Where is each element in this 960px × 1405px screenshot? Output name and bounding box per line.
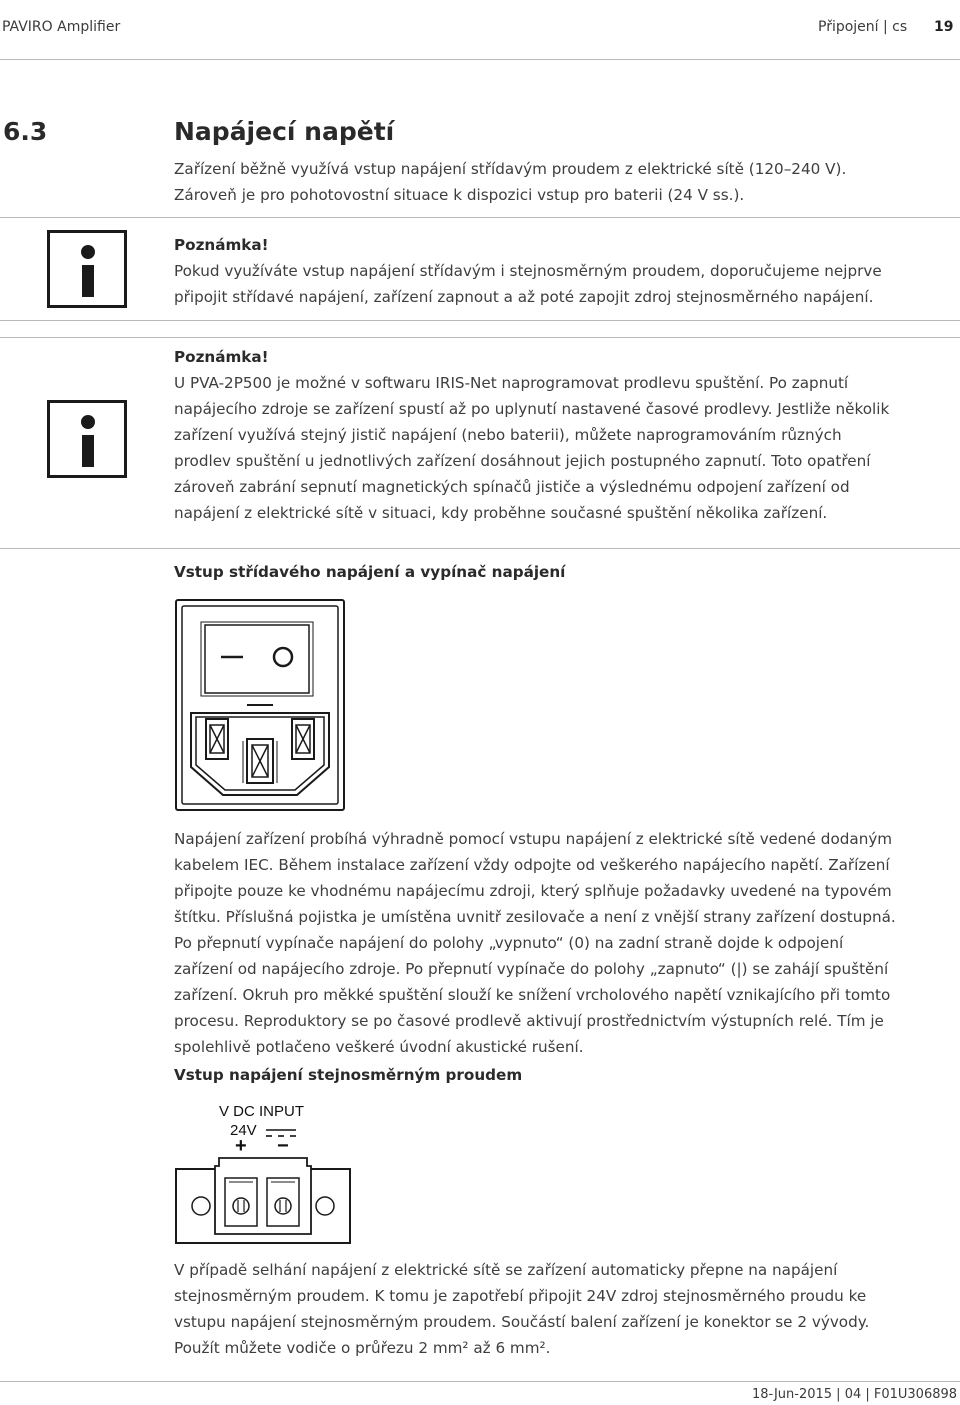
intro-line: Zároveň je pro pohotovostní situace k dispozici vstup pro baterii (24 V ss.). <box>174 186 745 204</box>
dc-heading: Vstup napájení stejnosměrným proudem <box>174 1066 523 1084</box>
footer-code: 18-Jun-2015 | 04 | F01U306898 <box>752 1387 958 1402</box>
dc-paragraph <box>174 1257 954 1361</box>
dc-label: V DC INPUT <box>219 1103 305 1120</box>
info-icon-bar <box>82 265 94 297</box>
ac-line: štítku. Příslušná pojistka je umístěna uvnitř zesilovače a není z vnější strany zařízení dostupná. <box>174 908 896 926</box>
ac-line: Napájení zařízení probíhá výhradně pomocí vstupu napájení z elektrické sítě vedené dodaným <box>174 830 893 848</box>
note2-top-rule <box>0 337 960 338</box>
dc-line: vstupu napájení stejnosměrným proudem. Součástí balení zařízení je konektor se 2 vývody. <box>174 1313 870 1331</box>
intro-line: Zařízení běžně využívá vstup napájení střídavým proudem z elektrické sítě (120–240 V). <box>174 160 847 178</box>
terminal-block <box>215 1158 311 1234</box>
intro-paragraph <box>174 156 954 208</box>
header-section: Připojení | cs <box>818 19 908 35</box>
note2-line: U PVA-2P500 je možné v softwaru IRIS-Net naprogramovat prodlevu spuštění. Po zapnutí <box>174 374 849 392</box>
note2-line: napájecího zdroje se zařízení spustí až po uplynutí nastavené časové prodlevy. Jestliže několik <box>174 400 890 418</box>
dc-line: Použít můžete vodiče o průřezu 2 mm² až 6 mm². <box>174 1339 551 1357</box>
info-icon-dot <box>81 245 95 259</box>
note2-line: prodlev spuštění u jednotlivých zařízení dosáhnout jejich postupného zapnutí. Toto opatření <box>174 452 871 470</box>
note1-line: připojit střídavé napájení, zařízení zapnout a až poté zapojit zdroj stejnosměrného napájení. <box>174 288 874 306</box>
dc-input-illustration <box>175 1122 351 1244</box>
info-icon <box>47 230 127 308</box>
note2-title: Poznámka! <box>174 348 269 366</box>
ac-line: procesu. Reproduktory se po časové prodlevě aktivují prostřednictvím výstupních relé. Tím je <box>174 1012 884 1030</box>
ac-input-illustration <box>175 599 345 811</box>
note1-top-rule <box>0 217 960 218</box>
ac-line: spolehlivě potlačeno veškeré úvodní akustické rušení. <box>174 1038 584 1056</box>
note1-bottom-rule <box>0 320 960 321</box>
ac-line: zařízení od napájecího zdroje. Po přepnutí vypínače do polohy „zapnuto“ (|) se zahájí spuštění <box>174 960 889 978</box>
dc-line: stejnosměrným proudem. K tomu je zapotřebí připojit 24V zdroj stejnosměrného proudu ke <box>174 1287 867 1305</box>
ac-line: Po přepnutí vypínače napájení do polohy „vypnuto“ (0) na zadní straně dojde k odpojení <box>174 934 844 952</box>
note2-bottom-rule <box>0 548 960 549</box>
dc-line: V případě selhání napájení z elektrické sítě se zařízení automaticky přepne na napájení <box>174 1261 838 1279</box>
section-title: Napájecí napětí <box>174 117 395 146</box>
power-switch <box>205 625 309 693</box>
footer-rule <box>0 1381 960 1382</box>
dc-minus-sign: − <box>277 1135 289 1157</box>
page-number: 19 <box>934 19 954 35</box>
note1-line: Pokud využíváte vstup napájení střídavým i stejnosměrným proudem, doporučujeme nejprve <box>174 262 882 280</box>
note1 <box>174 232 954 310</box>
ac-line: kabelem IEC. Během instalace zařízení vždy odpojte od veškerého napájecího napětí. Zařízení <box>174 856 890 874</box>
note2-line: zařízení využívá stejný jistič napájení (nebo baterii), můžete naprogramováním různých <box>174 426 842 444</box>
note2-line: napájení z elektrické sítě v situaci, kdy proběhne současné spuštění několika zařízení. <box>174 504 828 522</box>
ac-heading: Vstup střídavého napájení a vypínač napájení <box>174 563 566 581</box>
note1-title: Poznámka! <box>174 236 269 254</box>
ac-line: zařízení. Okruh pro měkké spuštění slouží ke snížení vrcholového napětí vznikajícího při tomto <box>174 986 891 1004</box>
ac-paragraph <box>174 826 954 1060</box>
ac-line: připojte pouze ke vhodnému napájecímu zdroji, který splňuje požadavky uvedené na typovém <box>174 882 892 900</box>
header-product: PAVIRO Amplifier <box>2 19 121 35</box>
dc-voltage-label: 24V <box>230 1122 257 1139</box>
note2 <box>174 344 954 526</box>
info-icon-dot <box>81 415 95 429</box>
note2-line: zároveň zabrání sepnutí magnetických spínačů jističe a výslednému odpojení zařízení od <box>174 478 850 496</box>
section-number: 6.3 <box>3 117 48 146</box>
header-rule <box>0 59 960 60</box>
dc-plus-sign: + <box>235 1135 247 1157</box>
info-icon <box>47 400 127 478</box>
info-icon-bar <box>82 435 94 467</box>
